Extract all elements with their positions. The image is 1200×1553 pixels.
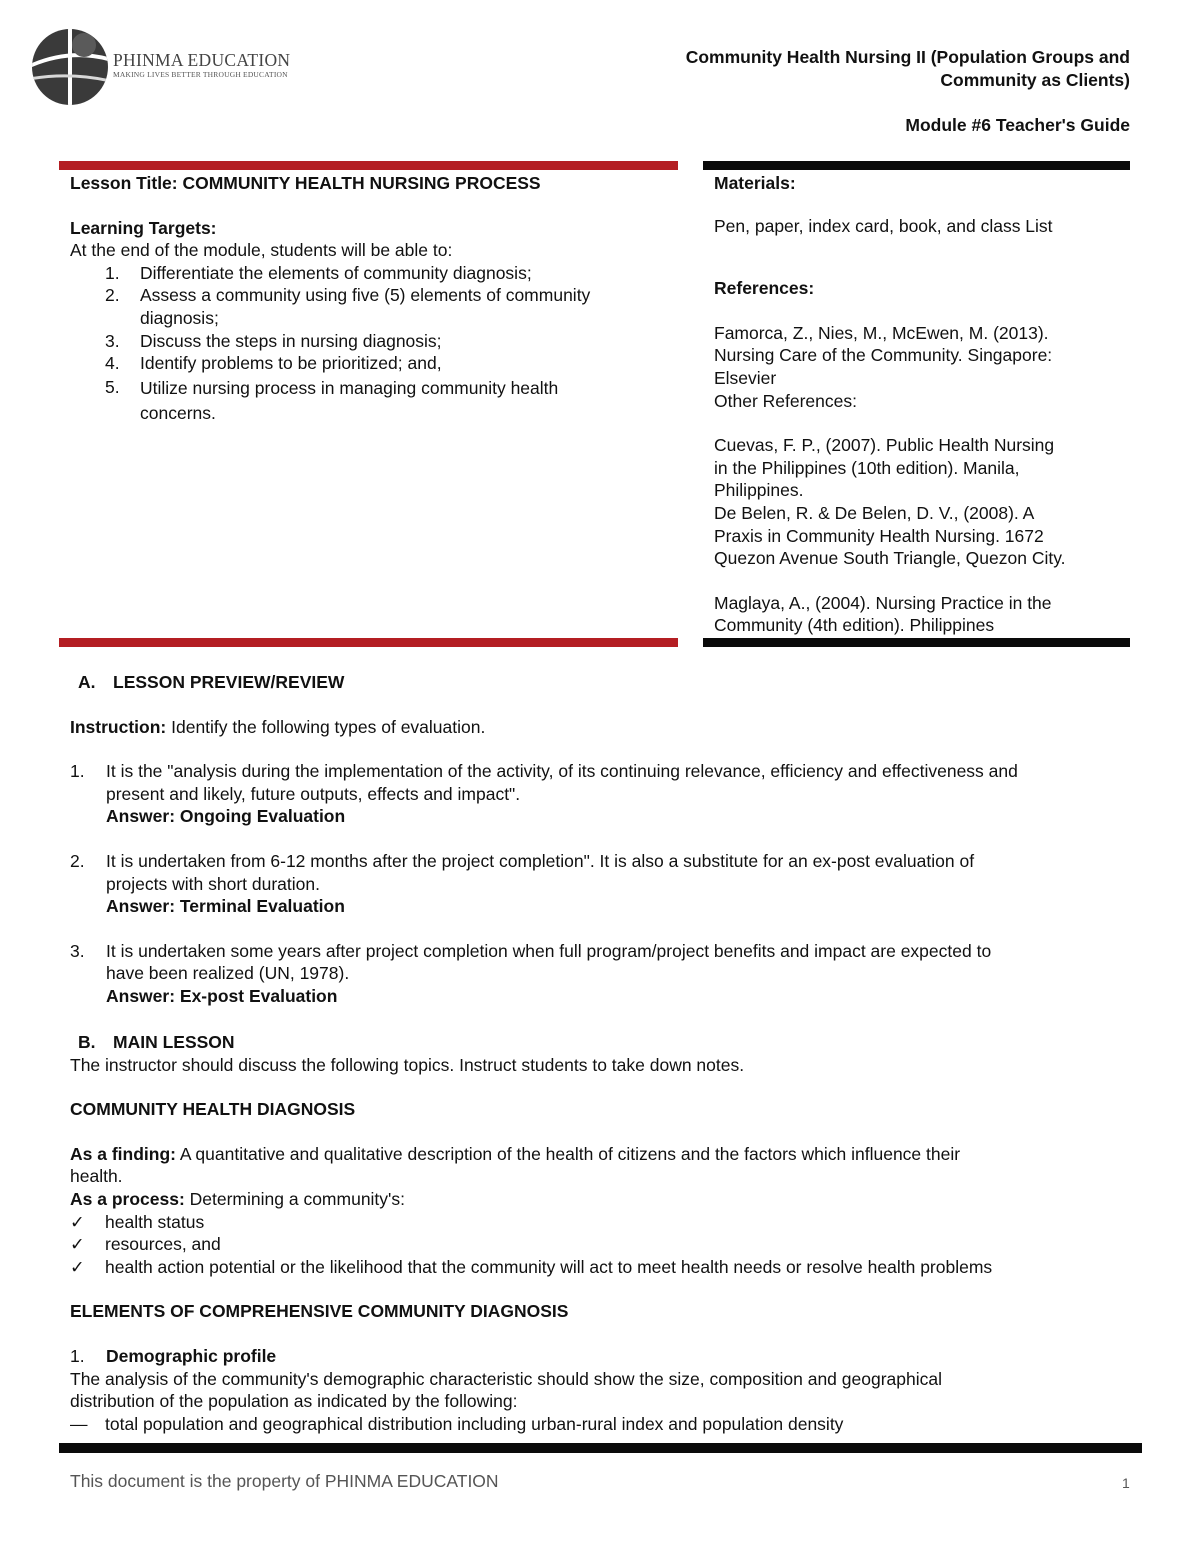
logo-tagline: MAKING LIVES BETTER THROUGH EDUCATION <box>113 70 288 79</box>
as-a-finding: As a finding: A quantitative and qualitative description of the health of citizens and the factors which influence their health. <box>70 1143 961 1187</box>
checkmark-icon: ✓ <box>70 1234 85 1255</box>
check-item: ✓ resources, and <box>70 1234 221 1255</box>
demographic-heading: 1. Demographic profile <box>70 1345 277 1366</box>
materials-box <box>714 172 1124 637</box>
instruction: Instruction: Identify the following types of evaluation. <box>70 716 486 737</box>
course-title-line2: Community as Clients) <box>940 70 1130 90</box>
section-b-heading: B. MAIN LESSON <box>78 1032 235 1052</box>
target-item: 4. Identify problems to be prioritized; and, <box>105 353 442 374</box>
page-number: 1 <box>1122 1475 1130 1491</box>
target-item: 3. Discuss the steps in nursing diagnosis; <box>105 330 442 351</box>
left-box-top-rule <box>59 161 678 170</box>
check-item: ✓ health status <box>70 1211 205 1232</box>
footer-rule <box>59 1443 1142 1453</box>
dash-item: — total population and geographical distribution including urban-rural index and population density <box>70 1413 844 1434</box>
course-title-line1: Community Health Nursing II (Population Groups and <box>685 47 1130 67</box>
target-item: 1. Differentiate the elements of community diagnosis; <box>105 262 532 283</box>
logo-globe-icon <box>30 27 110 107</box>
learning-targets-label: Learning Targets: <box>70 217 217 238</box>
lesson-box <box>70 172 670 426</box>
section-main-lesson <box>70 1031 1140 1435</box>
answer: Answer: Terminal Evaluation <box>106 896 345 917</box>
materials-text: Pen, paper, index card, book, and class List <box>714 215 1053 236</box>
chd-heading: COMMUNITY HEALTH DIAGNOSIS <box>70 1099 356 1120</box>
dash-bullet-icon: — <box>70 1413 88 1434</box>
section-a-heading: A. LESSON PREVIEW/REVIEW <box>78 672 345 692</box>
checkmark-icon: ✓ <box>70 1211 85 1232</box>
right-box-bottom-rule <box>703 638 1130 647</box>
lesson-title: Lesson Title: COMMUNITY HEALTH NURSING PROCESS <box>70 173 541 193</box>
check-item: ✓ health action potential or the likelihood that the community will act to meet health needs or resolve health problems <box>70 1256 993 1277</box>
demographic-text: The analysis of the community's demographic characteristic should show the size, composition and geographical distribution of the population as indicated by the following: <box>70 1368 942 1412</box>
materials-label: Materials: <box>714 173 796 193</box>
learning-targets-list <box>70 262 670 426</box>
module-title: Module #6 Teacher's Guide <box>905 115 1130 135</box>
reference-block-3: Maglaya, A., (2004). Nursing Practice in the Community (4th edition). Philippines <box>714 592 1052 636</box>
references-label: References: <box>714 278 815 299</box>
footer-text: This document is the property of PHINMA EDUCATION <box>70 1471 499 1491</box>
as-a-process: As a process: Determining a community's: <box>70 1188 406 1209</box>
learning-targets-intro: At the end of the module, students will be able to: <box>70 240 453 261</box>
answer: Answer: Ongoing Evaluation <box>106 806 346 827</box>
reference-block-1: Famorca, Z., Nies, M., McEwen, M. (2013). Nursing Care of the Community. Singapore: Elsevier Other References: <box>714 322 1053 411</box>
target-item: 2. Assess a community using five (5) elements of community diagnosis; <box>105 285 591 328</box>
section-lesson-preview <box>70 671 1140 1008</box>
reference-block-2: Cuevas, F. P., (2007). Public Health Nursing in the Philippines (10th edition). Manila, Philippines. De Belen, R. & De Belen, D. V., (2008). A Praxis in Community Health Nursing. 1672 Quezon Avenue South Triangle, Quezon City. <box>714 435 1066 569</box>
main-lesson-intro: The instructor should discuss the following topics. Instruct students to take down notes. <box>70 1054 745 1075</box>
target-item: 5. Utilize nursing process in managing community health concerns. <box>105 376 559 423</box>
right-box-top-rule <box>703 161 1130 170</box>
checkmark-icon: ✓ <box>70 1256 85 1277</box>
review-item: 3. It is undertaken some years after project completion when full program/project benefits and impact are expected to have been realized (UN, 1978). Answer: Ex-post Evaluation <box>70 940 992 1006</box>
logo-name: PHINMA EDUCATION <box>113 50 291 70</box>
answer: Answer: Ex-post Evaluation <box>106 985 338 1006</box>
review-item: 1. It is the "analysis during the implementation of the activity, of its continuing relevance, efficiency and effectiveness and present and likely, future outputs, effects and impact". Answer: Ongoing Evaluation <box>70 761 1018 827</box>
review-item: 2. It is undertaken from 6-12 months after the project completion". It is also a substitute for an ex-post evaluation of projects with short duration. Answer: Terminal Evaluation <box>70 850 975 917</box>
left-box-bottom-rule <box>59 638 678 647</box>
elements-heading: ELEMENTS OF COMPREHENSIVE COMMUNITY DIAGNOSIS <box>70 1301 569 1322</box>
